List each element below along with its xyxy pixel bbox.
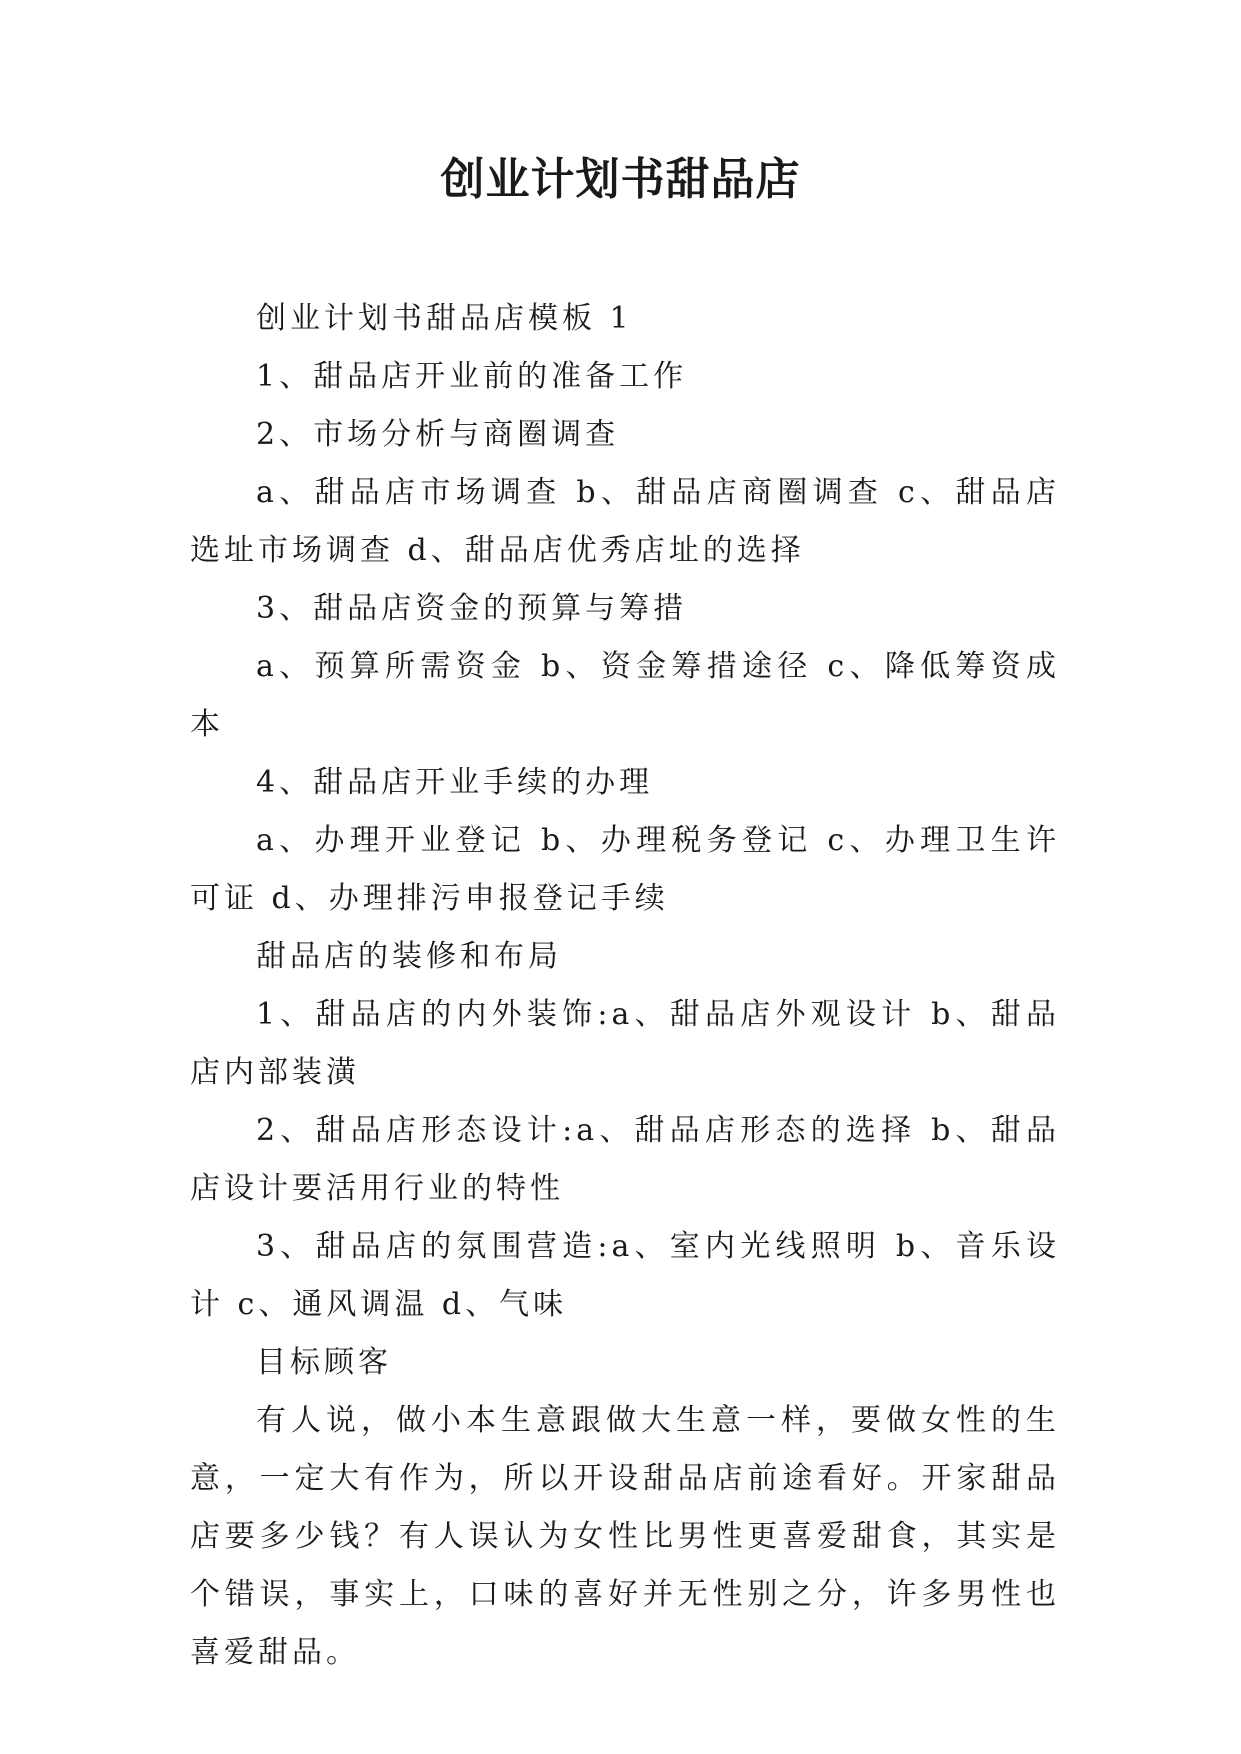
document-title: 创业计划书甜品店 [440, 154, 801, 205]
paragraph: 1、甜品店的内外装饰:a、甜品店外观设计 b、甜品店内部装潢 [190, 997, 1060, 1090]
document-body [190, 290, 1060, 1682]
paragraph: 4、甜品店开业手续的办理 [256, 765, 654, 800]
paragraph: a、办理开业登记 b、办理税务登记 c、办理卫生许可证 d、办理排污申报登记手续 [190, 823, 1060, 916]
paragraph: 2、甜品店形态设计:a、甜品店形态的选择 b、甜品店设计要活用行业的特性 [190, 1113, 1060, 1206]
paragraph: 目标顾客 [256, 1345, 392, 1380]
paragraph: a、预算所需资金 b、资金筹措途径 c、降低筹资成本 [190, 649, 1060, 742]
paragraph: 3、甜品店资金的预算与筹措 [256, 591, 688, 626]
paragraph: 有人说，做小本生意跟做大生意一样，要做女性的生意，一定大有作为，所以开设甜品店前途看好。开家甜品店要多少钱？有人误认为女性比男性更喜爱甜食，其实是个错误，事实上，口味的喜好并无性别之分，许多男性也喜爱甜品。 [190, 1403, 1060, 1670]
paragraph: 2、市场分析与商圈调查 [256, 417, 620, 452]
paragraph: 甜品店的装修和布局 [256, 939, 562, 974]
paragraph: 创业计划书甜品店模板 1 [256, 301, 633, 336]
paragraph: 1、甜品店开业前的准备工作 [256, 359, 688, 394]
paragraph: a、甜品店市场调查 b、甜品店商圈调查 c、甜品店选址市场调查 d、甜品店优秀店址的选择 [190, 475, 1060, 568]
paragraph: 3、甜品店的氛围营造:a、室内光线照明 b、音乐设计 c、通风调温 d、气味 [190, 1229, 1060, 1322]
